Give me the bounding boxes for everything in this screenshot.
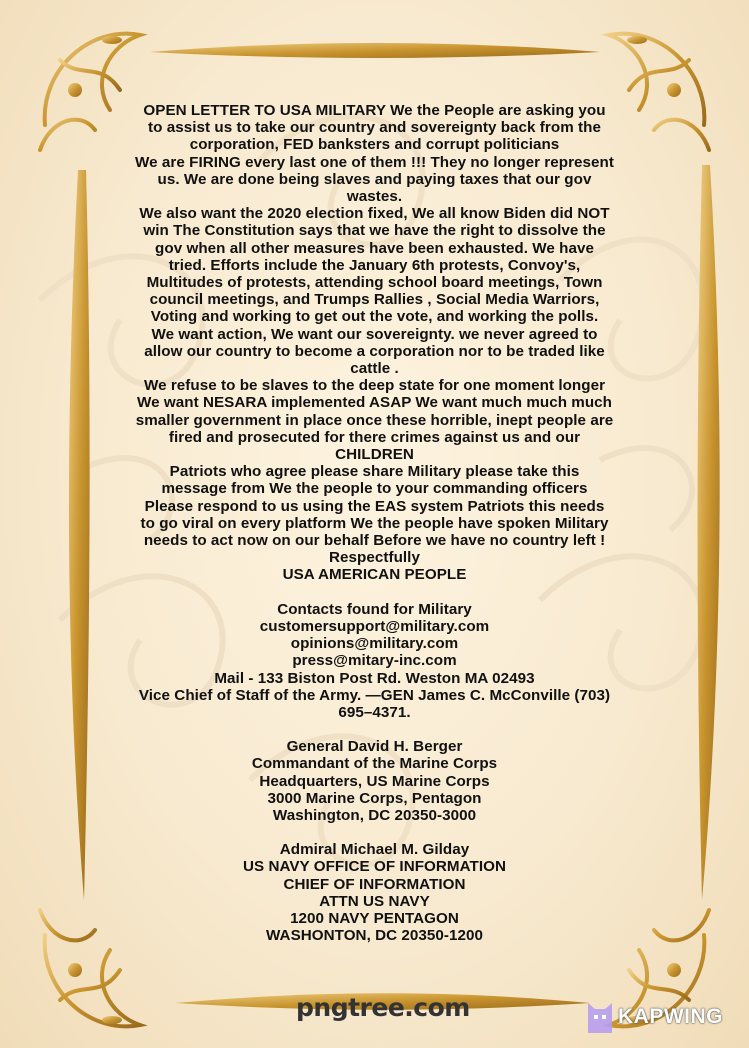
- letter-line: We want NESARA implemented ASAP We want much much much: [137, 394, 612, 412]
- letter-line: Voting and working to get out the vote, and working the polls.: [150, 308, 599, 326]
- letter-line: CHILDREN: [335, 446, 414, 464]
- contacts-heading: Contacts found for Military: [277, 600, 472, 618]
- letter-line: cattle .: [350, 360, 399, 378]
- pngtree-watermark: pngtree.com: [296, 993, 470, 1022]
- letter-line: wastes.: [346, 188, 403, 206]
- email-address: press@mitary-inc.com: [292, 652, 457, 670]
- vice-chief-phone: 695–4371.: [338, 703, 411, 721]
- letter-line: win The Constitution says that we have the right to dissolve the: [143, 222, 606, 240]
- email-address: customersupport@military.com: [259, 617, 490, 635]
- marine-contact-line: Washington, DC 20350-3000: [272, 806, 477, 824]
- navy-contact-line: 1200 NAVY PENTAGON: [290, 909, 459, 927]
- letter-line: We are FIRING every last one of them !!! They no longer represent: [135, 153, 614, 171]
- letter-line: tried. Efforts include the January 6th protests, Convoy's,: [168, 256, 581, 274]
- letter-line: Patriots who agree please share Military please take this: [169, 463, 580, 481]
- mail-address: Mail - 133 Biston Post Rd. Weston MA 02493: [214, 669, 535, 687]
- letter-line: allow our country to become a corporation nor to be traded like: [144, 342, 605, 360]
- letter-line: corporation, FED banksters and corrupt politicians: [189, 136, 560, 154]
- marine-contact-line: Commandant of the Marine Corps: [251, 755, 498, 773]
- letter-line: smaller government in place once these horrible, inept people are: [135, 411, 614, 429]
- navy-contact-line: CHIEF OF INFORMATION: [283, 875, 466, 893]
- navy-contact-line: Admiral Michael M. Gilday: [279, 841, 470, 859]
- letter-line: USA AMERICAN PEOPLE: [282, 566, 467, 584]
- navy-contact-line: US NAVY OFFICE OF INFORMATION: [242, 858, 506, 876]
- vice-chief-contact: Vice Chief of Staff of the Army. —GEN James C. McConville (703): [138, 686, 611, 704]
- email-address: opinions@military.com: [290, 635, 459, 653]
- letter-line: message from We the people to your commanding officers: [161, 480, 588, 498]
- letter-line: needs to act now on our behalf Before we have no country left !: [143, 532, 606, 550]
- spacer: [82, 721, 667, 738]
- kapwing-badge: [586, 999, 736, 1039]
- marine-contact-line: 3000 Marine Corps, Pentagon: [267, 789, 482, 807]
- letter-line: to assist us to take our country and sovereignty back from the: [148, 119, 601, 137]
- letter-line: Respectfully: [329, 549, 420, 567]
- letter-line: Please respond to us using the EAS system Patriots this needs: [144, 497, 605, 515]
- open-letter-text: [82, 102, 667, 944]
- navy-contact-line: WASHONTON, DC 20350-1200: [266, 927, 483, 945]
- marine-contact-line: General David H. Berger: [286, 738, 463, 756]
- letter-line: Multitudes of protests, attending school board meetings, Town: [146, 274, 603, 292]
- marine-contact-line: Headquarters, US Marine Corps: [259, 772, 490, 790]
- letter-line: us. We are done being slaves and paying taxes that our gov: [157, 170, 592, 188]
- letter-line: fired and prosecuted for there crimes against us and our: [168, 428, 581, 446]
- letter-line: We refuse to be slaves to the deep state for one moment longer: [143, 377, 606, 395]
- spacer: [82, 584, 667, 601]
- letter-line: to go viral on every platform We the people have spoken Military: [140, 514, 609, 532]
- letter-line: OPEN LETTER TO USA MILITARY We the People are asking you: [143, 102, 606, 119]
- letter-line: We want action, We want our sovereignty. we never agreed to: [151, 325, 598, 343]
- kapwing-logo-icon: [586, 999, 614, 1037]
- letter-line: council meetings, and Trumps Rallies , Social Media Warriors,: [149, 291, 600, 309]
- letter-line: gov when all other measures have been exhausted. We have: [155, 239, 594, 257]
- kapwing-brand-text: KAPWING: [618, 1005, 723, 1028]
- letter-line: We also want the 2020 election fixed, We all know Biden did NOT: [139, 205, 610, 223]
- navy-contact-line: ATTN US NAVY: [319, 892, 430, 910]
- spacer: [82, 824, 667, 841]
